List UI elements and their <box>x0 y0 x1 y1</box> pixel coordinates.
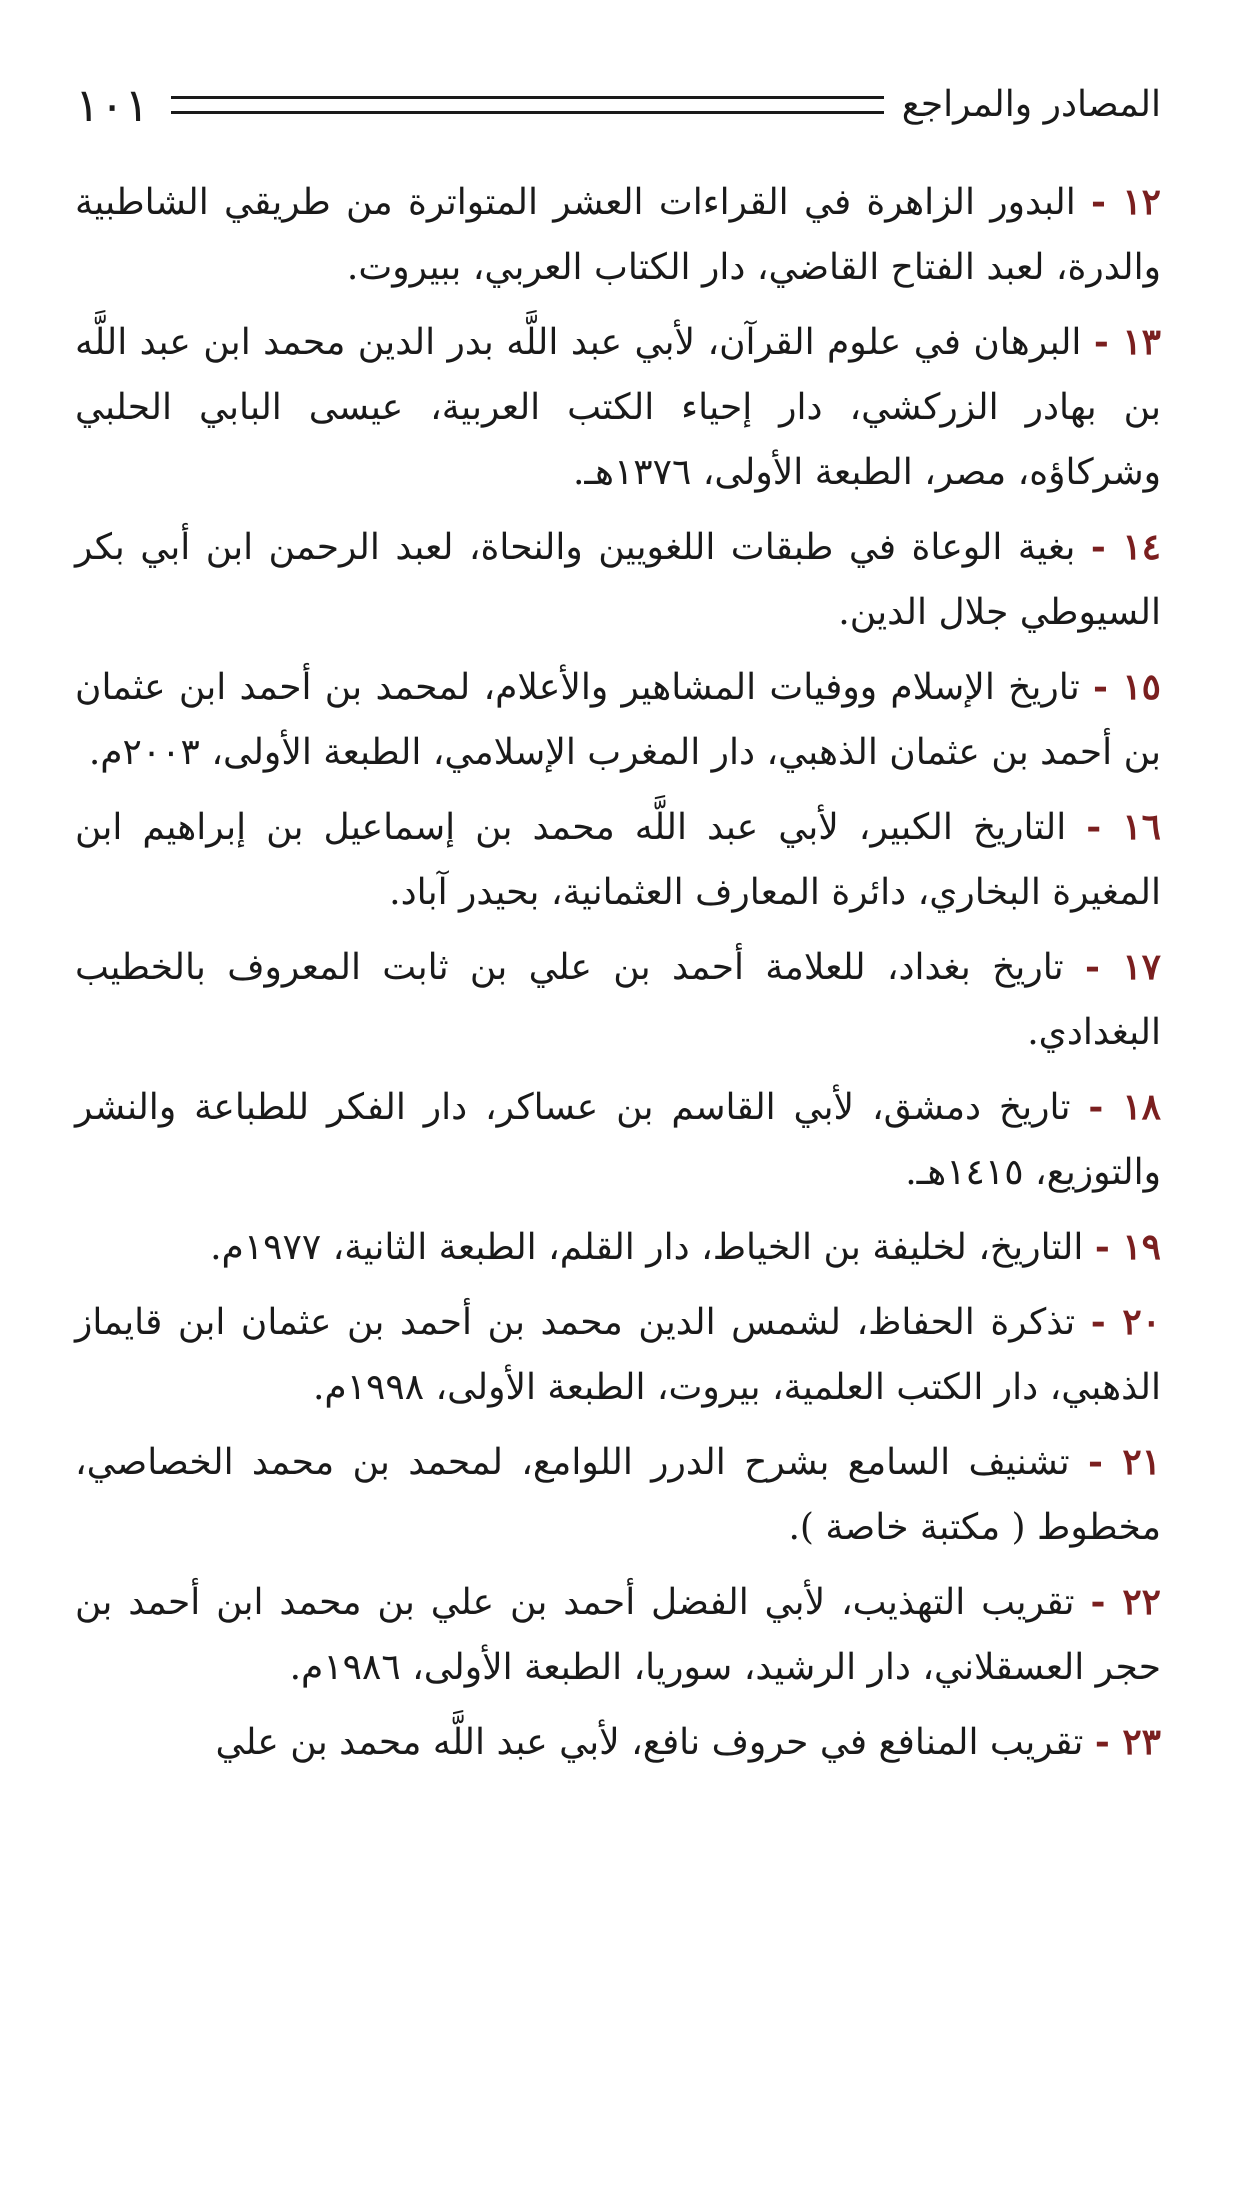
reference-text: البدور الزاهرة في القراءات العشر المتواترة من طريقي الشاطبية والدرة، لعبد الفتاح القاضي، دار الكتاب العربي، ببيروت. <box>75 182 1161 288</box>
reference-text: تاريخ بغداد، للعلامة أحمد بن علي بن ثابت المعروف بالخطيب البغدادي. <box>75 947 1161 1053</box>
reference-text: تاريخ دمشق، لأبي القاسم بن عساكر، دار الفكر للطباعة والنشر والتوزيع، ١٤١٥هـ. <box>75 1087 1161 1193</box>
reference-entry <box>75 1430 1161 1560</box>
reference-number: ١٣ - <box>1093 321 1161 363</box>
references-list <box>75 170 1161 1785</box>
reference-entry <box>75 655 1161 785</box>
reference-entry <box>75 515 1161 645</box>
reference-number: ١٦ - <box>1086 806 1161 848</box>
reference-text: تشنيف السامع بشرح الدرر اللوامع، لمحمد بن محمد الخصاصي، مخطوط ( مكتبة خاصة ). <box>75 1442 1161 1548</box>
reference-text: التاريخ، لخليفة بن الخياط، دار القلم، الطبعة الثانية، ١٩٧٧م. <box>210 1227 1084 1268</box>
reference-number: ٢٢ - <box>1090 1581 1161 1623</box>
reference-number: ١٧ - <box>1085 946 1161 988</box>
reference-text: التاريخ الكبير، لأبي عبد اللَّه محمد بن إسماعيل بن إبراهيم ابن المغيرة البخاري، دائرة المعارف العثمانية، بحيدر آباد. <box>75 807 1161 913</box>
reference-number: ١٥ - <box>1093 666 1161 708</box>
reference-entry <box>75 1075 1161 1205</box>
reference-number: ١٩ - <box>1094 1226 1161 1268</box>
running-title: المصادر والمراجع <box>901 84 1161 125</box>
reference-entry <box>75 310 1161 505</box>
reference-entry <box>75 1710 1161 1775</box>
reference-entry <box>75 1290 1161 1420</box>
reference-number: ٢٠ - <box>1090 1301 1161 1343</box>
page-header <box>75 70 1161 140</box>
reference-text: بغية الوعاة في طبقات اللغويين والنحاة، لعبد الرحمن ابن أبي بكر السيوطي جلال الدين. <box>75 527 1161 633</box>
reference-entry <box>75 795 1161 925</box>
reference-entry <box>75 1215 1161 1280</box>
reference-text: البرهان في علوم القرآن، لأبي عبد اللَّه بدر الدين محمد ابن عبد اللَّه بن بهادر الزركشي، دار إحياء الكتب العربية، عيسى البابي الحلبي وشركاؤه، مصر، الطبعة الأولى، ١٣٧٦هـ. <box>75 322 1161 493</box>
reference-number: ٢١ - <box>1087 1441 1161 1483</box>
header-double-rule <box>171 96 884 114</box>
reference-number: ١٤ - <box>1090 526 1161 568</box>
reference-number: ١٢ - <box>1091 181 1162 223</box>
reference-entry <box>75 1570 1161 1700</box>
reference-number: ١٨ - <box>1088 1086 1161 1128</box>
reference-text: تقريب التهذيب، لأبي الفضل أحمد بن علي بن محمد ابن أحمد بن حجر العسقلاني، دار الرشيد، سوريا، الطبعة الأولى، ١٩٨٦م. <box>75 1582 1161 1688</box>
reference-text: تاريخ الإسلام ووفيات المشاهير والأعلام، لمحمد بن أحمد ابن عثمان بن أحمد بن عثمان الذهبي، دار المغرب الإسلامي، الطبعة الأولى، ٢٠٠٣م. <box>75 667 1161 773</box>
reference-entry <box>75 170 1161 300</box>
page-number: ١٠١ <box>75 78 150 132</box>
reference-text: تذكرة الحفاظ، لشمس الدين محمد بن أحمد بن عثمان ابن قايماز الذهبي، دار الكتب العلمية، بيروت، الطبعة الأولى، ١٩٩٨م. <box>75 1302 1161 1408</box>
reference-number: ٢٣ - <box>1094 1721 1161 1763</box>
reference-text: تقريب المنافع في حروف نافع، لأبي عبد اللَّه محمد بن علي <box>215 1722 1084 1763</box>
reference-entry <box>75 935 1161 1065</box>
